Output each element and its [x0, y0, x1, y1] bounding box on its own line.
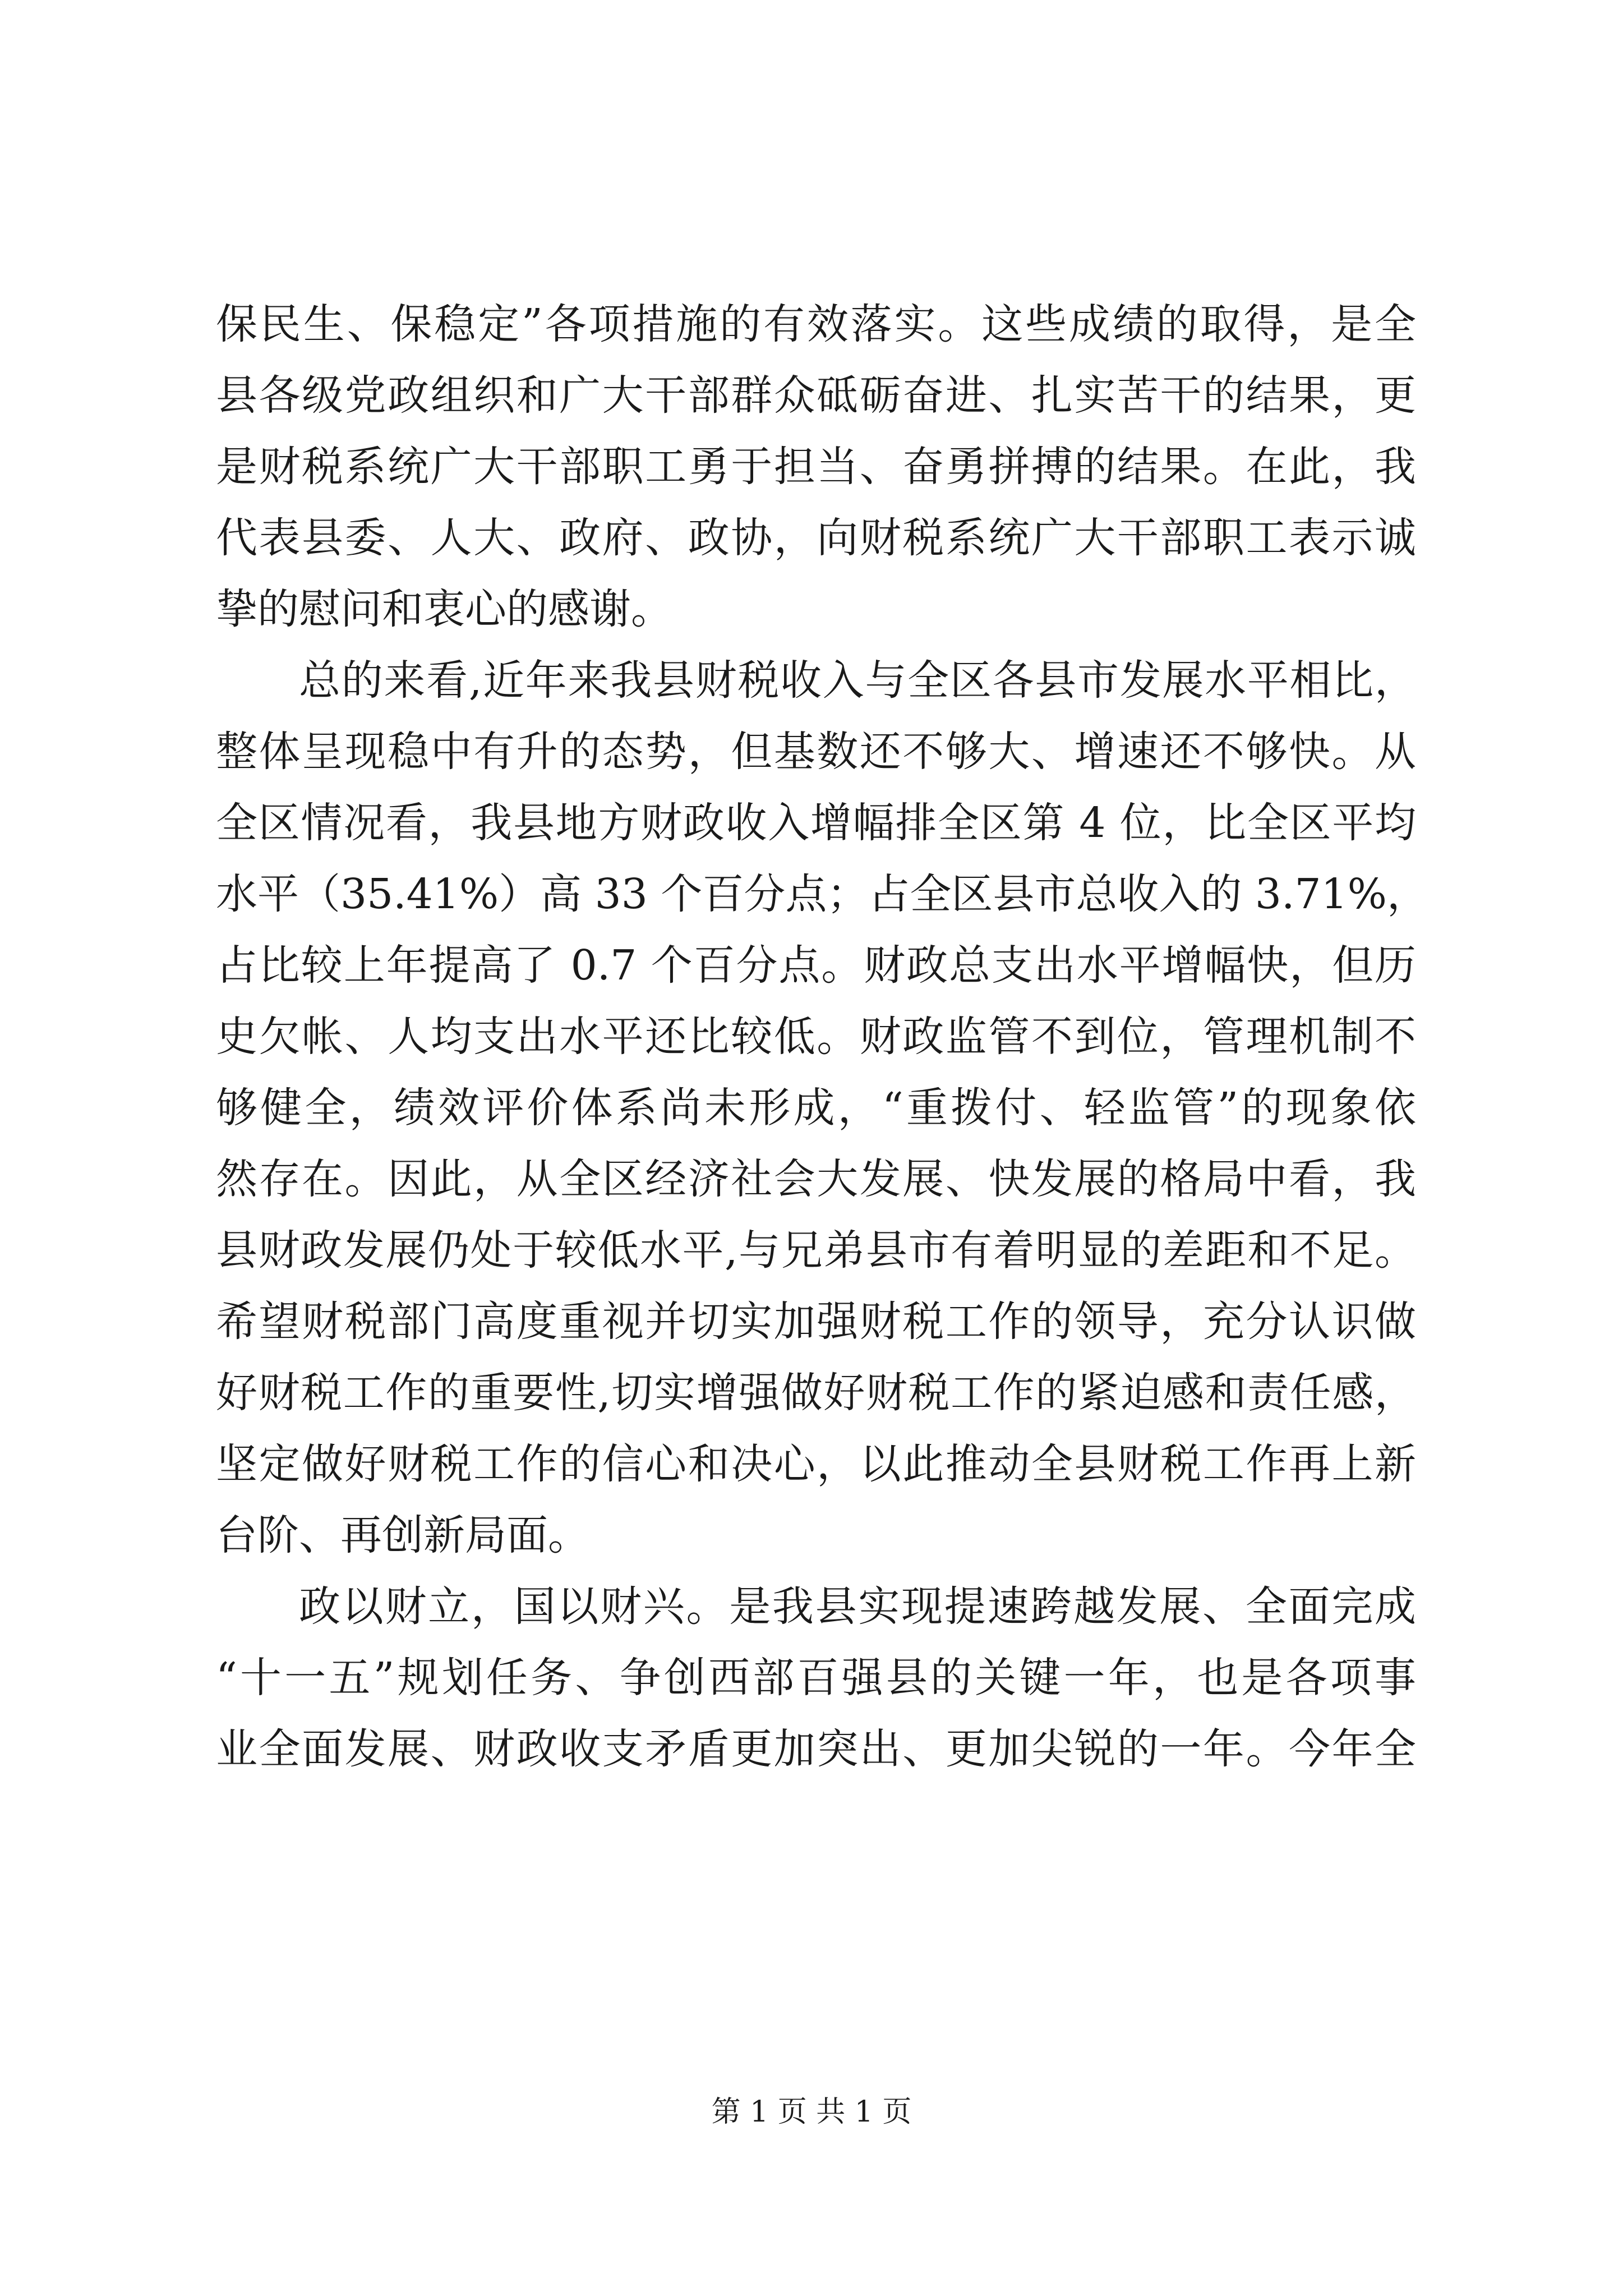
text-line: 好财税工作的重要性,切实增强做好财税工作的紧迫感和责任感，	[216, 1369, 1416, 1417]
text-line: 总的来看,近年来我县财税收入与全区各县市发展水平相比，	[299, 656, 1416, 705]
text-line: 够健全，绩效评价体系尚未形成，“重拨付、轻监管”的现象依	[216, 1084, 1416, 1132]
text-line: 县财政发展仍处于较低水平,与兄弟县市有着明显的差距和不足。	[216, 1226, 1416, 1274]
text-line: 然存在。因此，从全区经济社会大发展、快发展的格局中看，我	[216, 1155, 1416, 1203]
text-line: 台阶、再创新局面。	[216, 1511, 589, 1559]
text-line: 是财税系统广大干部职工勇于担当、奋勇拼搏的结果。在此，我	[216, 443, 1416, 491]
text-line: 业全面发展、财政收支矛盾更加突出、更加尖锐的一年。今年全	[216, 1725, 1416, 1773]
text-line: 整体呈现稳中有升的态势，但基数还不够大、增速还不够快。从	[216, 728, 1416, 776]
text-line: “十一五”规划任务、争创西部百强县的关键一年，也是各项事	[216, 1654, 1416, 1702]
document-body	[216, 289, 1428, 1785]
text-line: 代表县委、人大、政府、政协，向财税系统广大干部职工表示诚	[216, 514, 1416, 562]
page-footer: 第 1 页 共 1 页	[711, 2095, 912, 2129]
text-line: 希望财税部门高度重视并切实加强财税工作的领导，充分认识做	[216, 1297, 1416, 1346]
text-line: 挚的慰问和衷心的感谢。	[216, 585, 672, 633]
text-line: 水平（35.41%）高 33 个百分点；占全区县市总收入的 3.71%，	[216, 870, 1428, 918]
text-line: 坚定做好财税工作的信心和决心，以此推动全县财税工作再上新	[216, 1440, 1416, 1488]
text-line: 史欠帐、人均支出水平还比较低。财政监管不到位，管理机制不	[216, 1013, 1416, 1061]
text-line: 保民生、保稳定”各项措施的有效落实。这些成绩的取得，是全	[216, 300, 1416, 348]
text-line: 占比较上年提高了 0.7 个百分点。财政总支出水平增幅快，但历	[216, 941, 1416, 990]
text-line: 全区情况看，我县地方财政收入增幅排全区第 4 位，比全区平均	[216, 799, 1416, 847]
text-line: 政以财立，国以财兴。是我县实现提速跨越发展、全面完成	[299, 1582, 1416, 1631]
text-line: 县各级党政组织和广大干部群众砥砺奋进、扎实苦干的结果，更	[216, 371, 1416, 420]
